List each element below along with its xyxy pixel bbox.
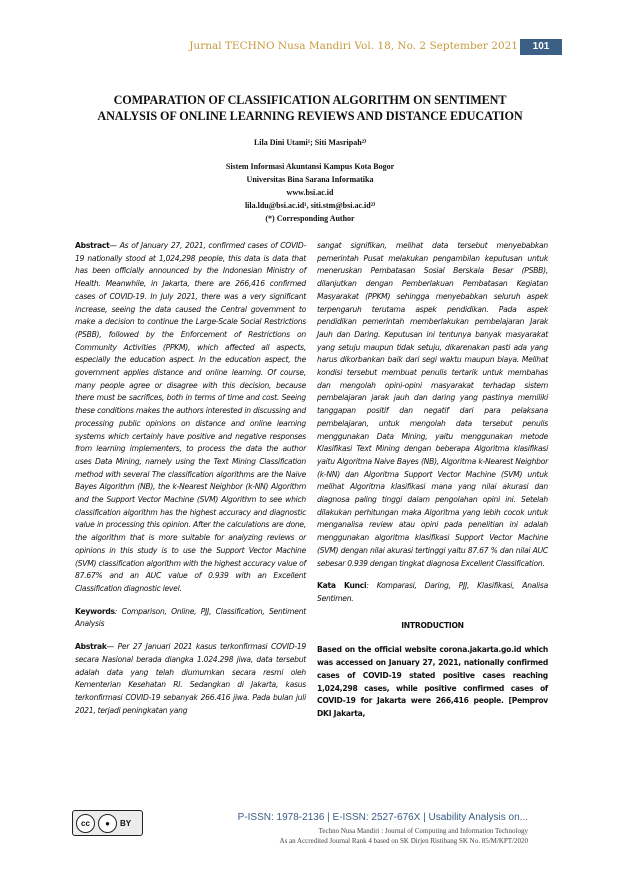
right-column (317, 240, 548, 731)
by-label: BY (120, 818, 132, 828)
authors: Lila Dini Utami¹; Siti Masripah²⁾ (253, 138, 367, 147)
keywords (75, 606, 306, 631)
journal-subtitle: Techno Nusa Mandiri : Journal of Computing and Information Technology (318, 827, 528, 835)
affiliation-website: www.bsi.ac.id (286, 188, 334, 197)
affiliation-campus: Sistem Informasi Akuntansi Kampus Kota Bogor (225, 162, 395, 171)
abstract (75, 240, 306, 596)
kata-kunci-label: Kata Kunci (317, 581, 367, 591)
kata-kunci-text: : Komparasi, Daring, PJJ, Klasifikasi, Analisa Sentimen. (317, 581, 548, 603)
person-icon: ● (98, 814, 117, 833)
cc-by-license-badge[interactable] (72, 810, 143, 836)
page-number: 101 (520, 39, 562, 55)
journal-title: Jurnal TECHNO Nusa Mandiri Vol. 18, No. 2 September 2021 (189, 40, 518, 52)
paper-title-line-2: ANALYSIS OF ONLINE LEARNING REVIEWS AND DISTANCE EDUCATION (97, 109, 523, 123)
introduction-heading: INTRODUCTION (401, 620, 464, 630)
cc-icon: cc (76, 814, 95, 833)
corresponding-author-note: (*) Corresponding Author (265, 214, 355, 223)
abstract-label: Abstract (75, 241, 110, 250)
abstrak-right: sangat signifikan, melihat data tersebut menyebabkan pemerintah Pusat melakukan pengambilan keputusan untuk meneruskan Pembatasan Sosial Berskala Besar (PSBB), dilanjutkan dengan Pemberlakuan Pembatasan Kegiatan Masyarakat (PPKM) sehingga menyebabkan seluruh aspek terpengaruh terutama aspek pendidikan. Pada aspek pendidikan pemerintah memberlakukan pembelajaran Jarak Jauh dan Daring. Keputusan ini tentunya banyak masyarakat yang setuju maupun tidak setuju, dikarenakan pasti ada yang harus dikorbankan baik dari segi waktu maupun biaya. Melihat kondisi tersebut membuat penulis tertarik untuk membahas dan mengolah opini-opini masyarakat terhadap sistem pembelajaran jarak jauh dan daring yang pastinya memiliki tanggapan positif dan negatif dari para pelaksana pembelajaran, untuk mengolah data tersebut penulis menggunakan Data Mining, yaitu menggunakan metode Klasifikasi Text Mining dengan beberapa Algoritma klasifikasi yaitu Algoritma Naive Bayes (NB), Algoritma k-Nearest Neighbor (k-NN) dan Algoritma Support Vector Machine (SVM) untuk melihat Algoritma klasifikasi mana yang nilai akurasi dan diagnosa paling tinggi dalam pengolahan opini ini. Setelah dilakukan perhitungan maka Algoritma yang lebih cocok untuk menganalisa review atau opini pada penelitian ini adalah menggunakan algoritma klasifikasi Support Vector Machine (SVM) dengan nilai akurasi tertinggi yaitu 87.67 % dan nilai AUC sebesar 0.939 dengan tingkat diagnosa Excellent Classification. (317, 241, 548, 568)
page-footer (0, 810, 620, 870)
left-column (75, 240, 306, 727)
affiliation-emails: lila.ldu@bsi.ac.id¹, siti.stm@bsi.ac.id²⁾ (244, 201, 376, 210)
abstrak-label: Abstrak (75, 642, 107, 652)
affiliation (60, 160, 560, 225)
paper-title (60, 92, 560, 124)
kata-kunci (317, 580, 548, 605)
affiliation-university: Universitas Bina Sarana Informatika (246, 175, 374, 184)
paper-title-line-1: COMPARATION OF CLASSIFICATION ALGORITHM ON SENTIMENT (113, 93, 507, 107)
introduction-text: Based on the official website corona.jakarta.go.id which was accessed on January 27, 2021, nationally confirmed cases of COVID-19 stated positive cases reaching 1,024,298 cases, while positive confirmed cases of COVID-19 for Jakarta were 266,416 people. [Pemprov DKI Jakarta, (317, 645, 548, 718)
issn-line: P-ISSN: 1978-2136 | E-ISSN: 2527-676X | Usability Analysis on... (237, 812, 528, 823)
accreditation-note: As an Accredited Journal Rank 4 based on SK Dirjen Ristibang SK No. 85/M/KPT/2020 (279, 837, 528, 845)
abstract-text: — As of January 27, 2021, confirmed cases of COVID-19 nationally stood at 1,024,298 people, this data is data that has been officially announced by the Indonesian Ministry of Health. Meanwhile, in Jakarta, there are 266,416 confirmed cases of COVID-19. In July 2021, there was a very significant increase, seeing the data caused the Central government to make a decision to continue the Large-Scale Social Restrictions (PSBB), followed by the Enforcement of Restrictions on Community Activities (PPKM), which affected all aspects, especially the education aspect. In the education aspect, the government applies distance and online learning. Of course, many people agree or disagree with this decision, because there must be sacrifices, both in terms of time and cost. Seeing these conditions makes the authors interested in discussing and processing public opinions on distance and online learning systems which certainly have positive and negative responses from learning implementers, to process the data the author uses Data Mining, namely using the Text Mining Classification method with several The classification algorithms are the Naive Bayes Algorithm (NB), the k-Nearest Neighbor (k-NN) Algorithm and the Support Vector Machine (SVM) Algorithm to see which classification algorithm has the highest accuracy and diagnostic value in processing this opinion. After the calculations are done, the algorithm that is more suitable for analyzing reviews or opinions in this study is to use the Support Vector Machine (SVM) classification algorithm with the highest accuracy value of 87.67% and an AUC value of 0.939 with an Excellent Classification diagnostic level. (75, 241, 306, 593)
page-header (0, 40, 620, 56)
keywords-label: Keywords (75, 606, 115, 616)
keywords-text: : Comparison, Online, PJJ, Classification, Sentiment Analysis (75, 606, 306, 629)
abstrak-left (75, 641, 306, 717)
abstrak-text-left: — Per 27 Januari 2021 kasus terkonfirmasi COVID-19 secara Nasional berada diangka 1.024.298 jiwa, data tersebut adalah data yang telah diumumkan secara resmi oleh Kementerian Kesehatan RI. Sedangkan di Jakarta, kasus terkonfirmasi COVID-19 sebanyak 266.416 jiwa. Pada bulan juli 2021, terjadi peningkatan yang (75, 642, 306, 715)
